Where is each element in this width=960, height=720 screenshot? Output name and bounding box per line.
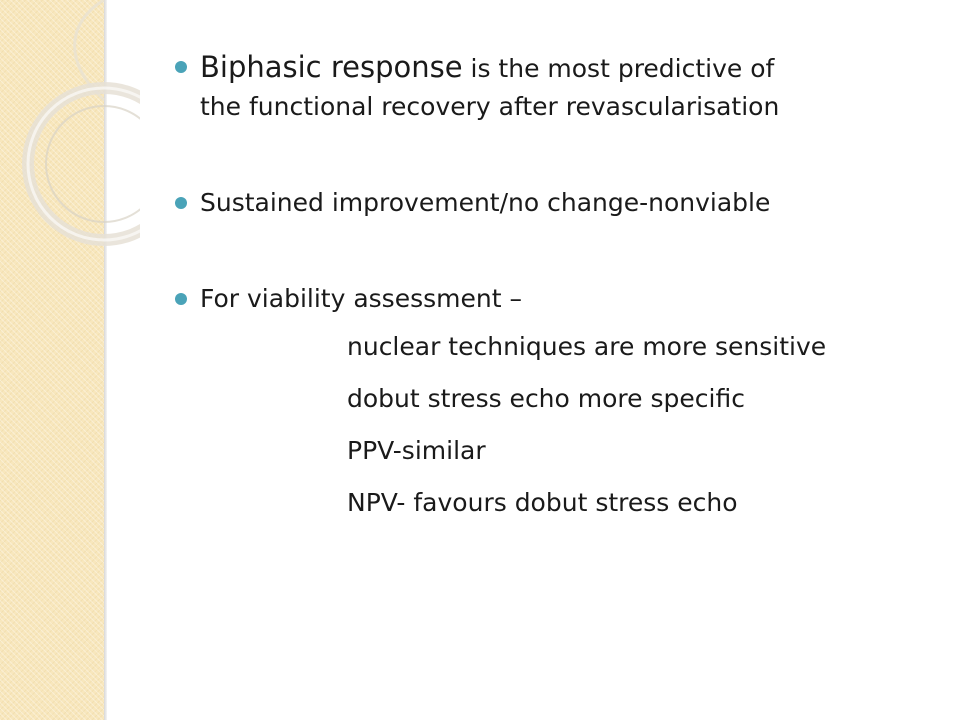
sub-point: NPV- favours dobut stress echo [347,488,738,517]
bullet-text: is the most predictive of [462,54,775,83]
sub-point: nuclear techniques are more sensitive [347,332,827,361]
bullet-emphasis: Biphasic response [200,50,463,84]
bullet-viability-assessment [175,280,915,318]
bullet-biphasic-response [175,48,915,126]
bullet-line-1 [200,48,915,88]
bullet-line-2: the functional recovery after revascularisation [200,92,780,121]
bullet-text: For viability assessment – [200,284,522,313]
bullet-icon [175,61,187,73]
sub-point: dobut stress echo more specific [347,384,745,413]
bullet-sustained-improvement [175,184,915,222]
bullet-icon [175,197,187,209]
bullet-text: Sustained improvement/no change-nonviable [200,188,771,217]
sub-point: PPV-similar [347,436,486,465]
slide-body [175,48,915,541]
bullet-icon [175,293,187,305]
decorative-rings [0,0,140,280]
viability-sub-points [175,333,915,516]
